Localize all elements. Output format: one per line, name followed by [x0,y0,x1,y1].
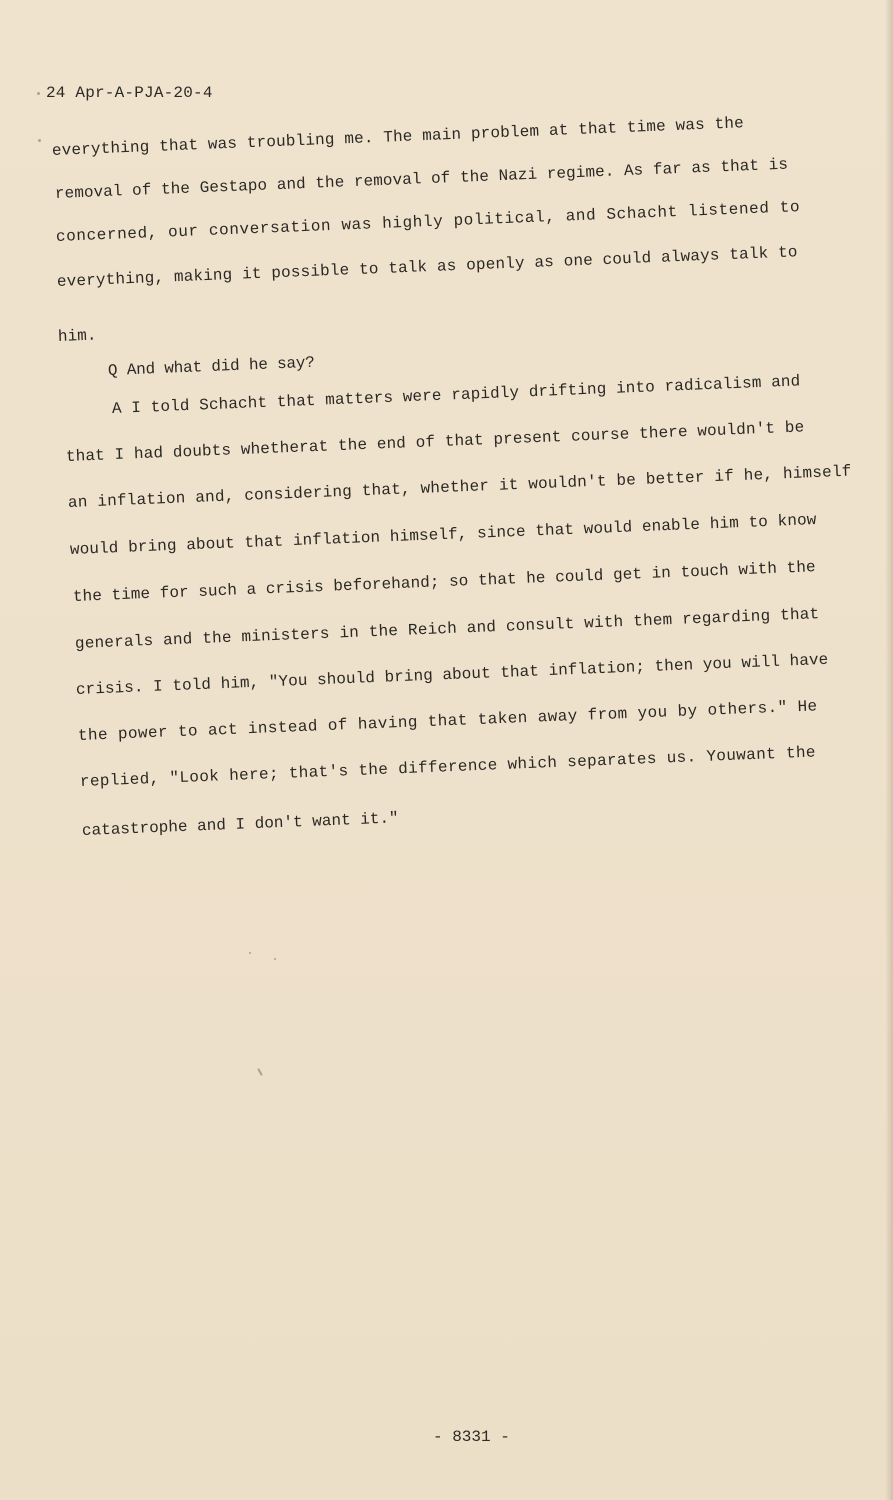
body-line: would bring about that inflation himself, since that would enable him to know [69,511,817,559]
body-line: removal of the Gestapo and the removal of the Nazi regime. As far as that is [54,155,789,203]
body-line: the power to act instead of having that taken away from you by others." He [77,697,818,745]
paper-speck [249,952,251,954]
paper-speck [37,92,40,95]
answer-line: A I told Schacht that matters were rapidly drifting into radicalism and [111,372,801,418]
paper-speck [274,958,276,960]
question-line: Q And what did he say? [107,353,316,380]
body-line: replied, "Look here; that's the difference which separates us. Youwant the [79,743,817,791]
body-line: generals and the ministers in the Reich and consult with them regarding that [74,605,820,653]
paper-speck [38,139,41,142]
body-line: him. [57,326,97,346]
body-line: an inflation and, considering that, whether it wouldn't be better if he, himself [67,462,852,512]
body-line: everything, making it possible to talk as openly as one could always talk to [56,243,798,291]
body-line: catastrophe and I don't want it." [81,809,399,840]
body-line: concerned, our conversation was highly political, and Schacht listened to [55,198,801,246]
document-reference-header: 24 Apr-A-PJA-20-4 [46,84,213,102]
body-line: that I had doubts whetherat the end of that present course there wouldn't be [65,418,805,466]
body-line: everything that was troubling me. The main problem at that time was the [51,114,745,160]
body-line: the time for such a crisis beforehand; so that he could get in touch with the [72,558,816,606]
body-line: crisis. I told him, "You should bring about that inflation; then you will have [75,650,829,699]
page-number: - 8331 - [433,1428,510,1446]
